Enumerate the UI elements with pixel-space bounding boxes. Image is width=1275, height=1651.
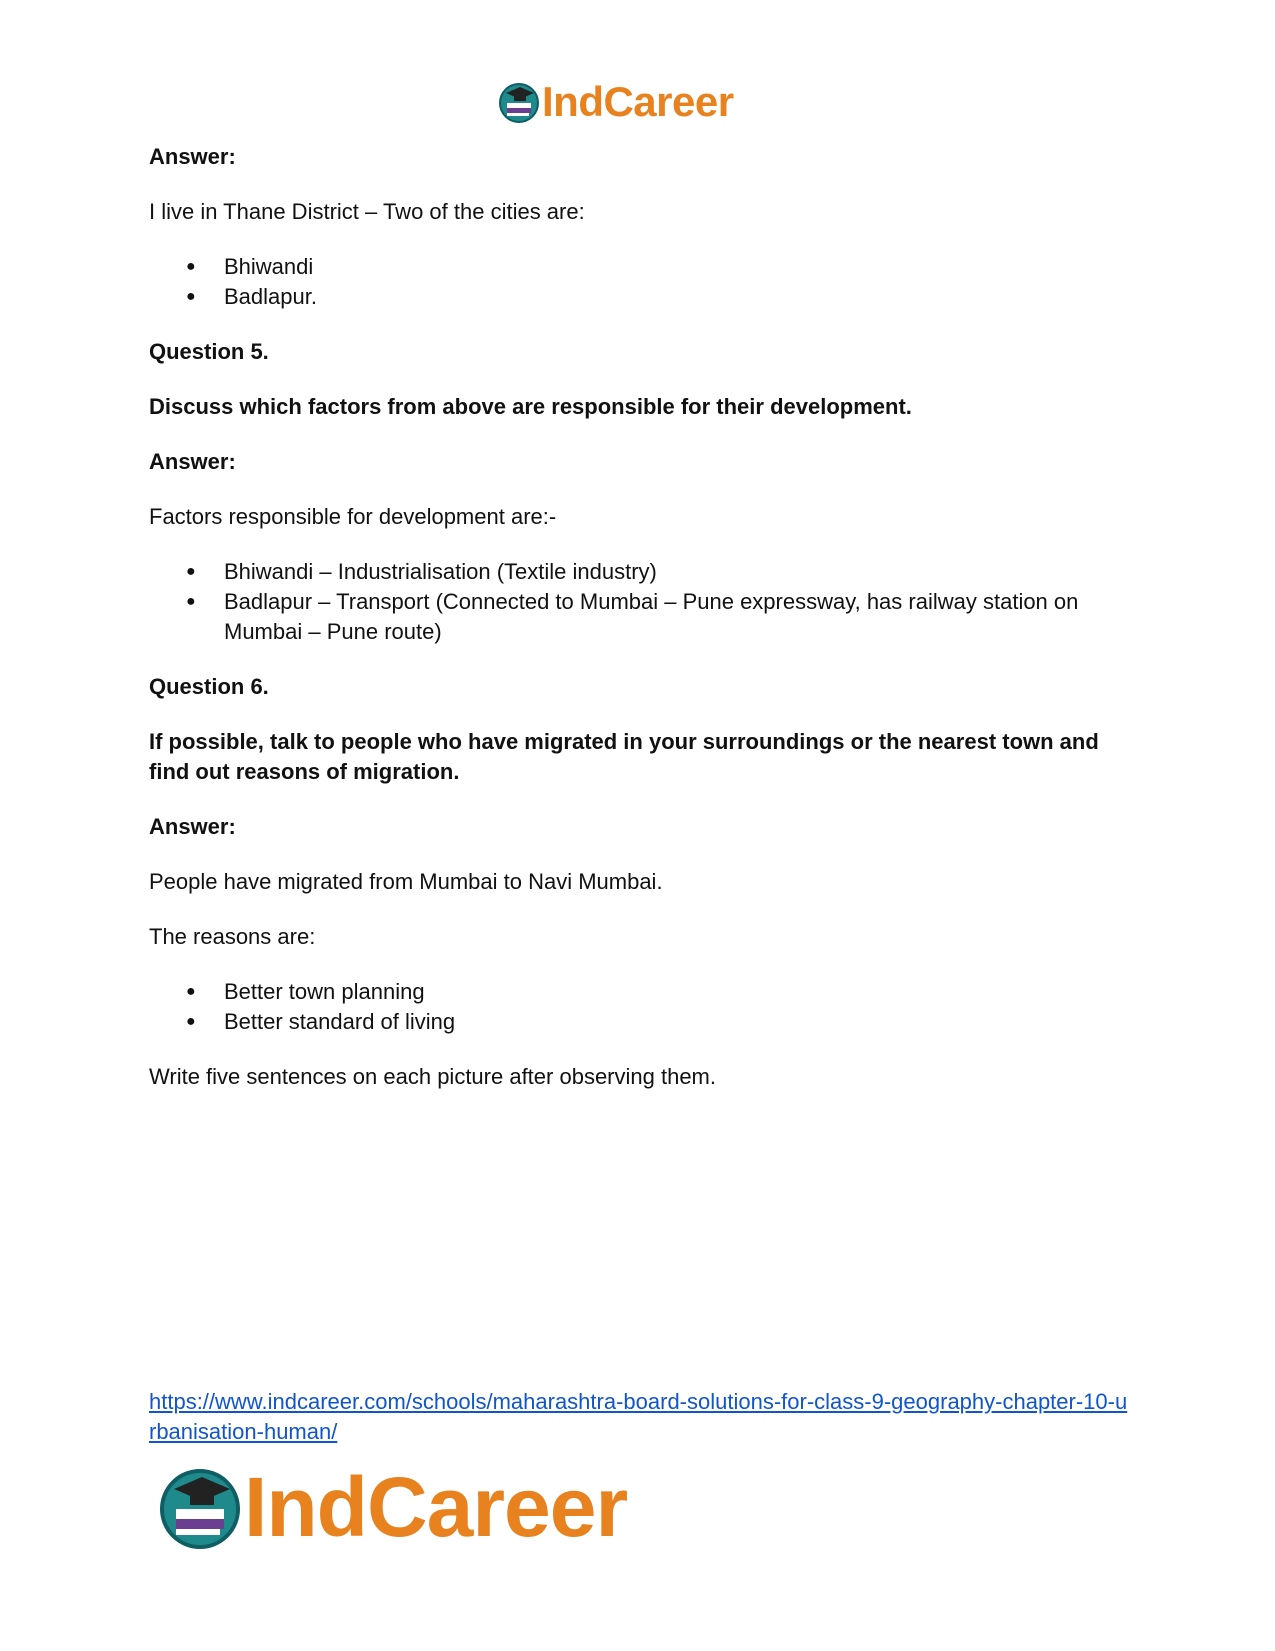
graduation-cap-book-globe-icon (498, 81, 540, 123)
answer-line: The reasons are: (149, 924, 316, 949)
source-link[interactable]: https://www.indcareer.com/schools/maharashtra-board-solutions-for-class-9-geography-chapter-10-urbanisation-human/ (149, 1389, 1128, 1444)
question-6-label: Question 6. (149, 674, 269, 699)
answer-intro: Factors responsible for development are:- (149, 504, 557, 529)
answer-label: Answer: (149, 144, 236, 169)
answer-label: Answer: (149, 449, 236, 474)
brand-logo-text: IndCareer (542, 78, 734, 125)
list-item: ● Badlapur. (149, 282, 1129, 312)
city-list (149, 252, 1129, 312)
answer-intro: I live in Thane District – Two of the cities are: (149, 199, 585, 224)
question-6-text: If possible, talk to people who have migrated in your surroundings or the nearest town and find out reasons of migration. (149, 729, 1099, 784)
document-body (149, 142, 1129, 1092)
answer-label: Answer: (149, 814, 236, 839)
brand-logo-text: IndCareer (244, 1460, 628, 1554)
closing-line: Write five sentences on each picture after observing them. (149, 1064, 716, 1089)
question-5-text: Discuss which factors from above are responsible for their development. (149, 394, 912, 419)
reason-list (149, 977, 1129, 1037)
list-item: ● Badlapur – Transport (Connected to Mumbai – Pune expressway, has railway station on Mumbai – Pune route) (149, 587, 1129, 647)
list-item: ● Bhiwandi – Industrialisation (Textile industry) (149, 557, 1129, 587)
footer-logo (158, 1462, 627, 1552)
graduation-cap-book-globe-icon (158, 1465, 242, 1549)
question-5-label: Question 5. (149, 339, 269, 364)
header-logo (498, 78, 734, 126)
factor-list (149, 557, 1129, 647)
list-item: ● Better standard of living (149, 1007, 1129, 1037)
list-item: ● Better town planning (149, 977, 1129, 1007)
answer-line: People have migrated from Mumbai to Navi Mumbai. (149, 869, 663, 894)
list-item: ● Bhiwandi (149, 252, 1129, 282)
